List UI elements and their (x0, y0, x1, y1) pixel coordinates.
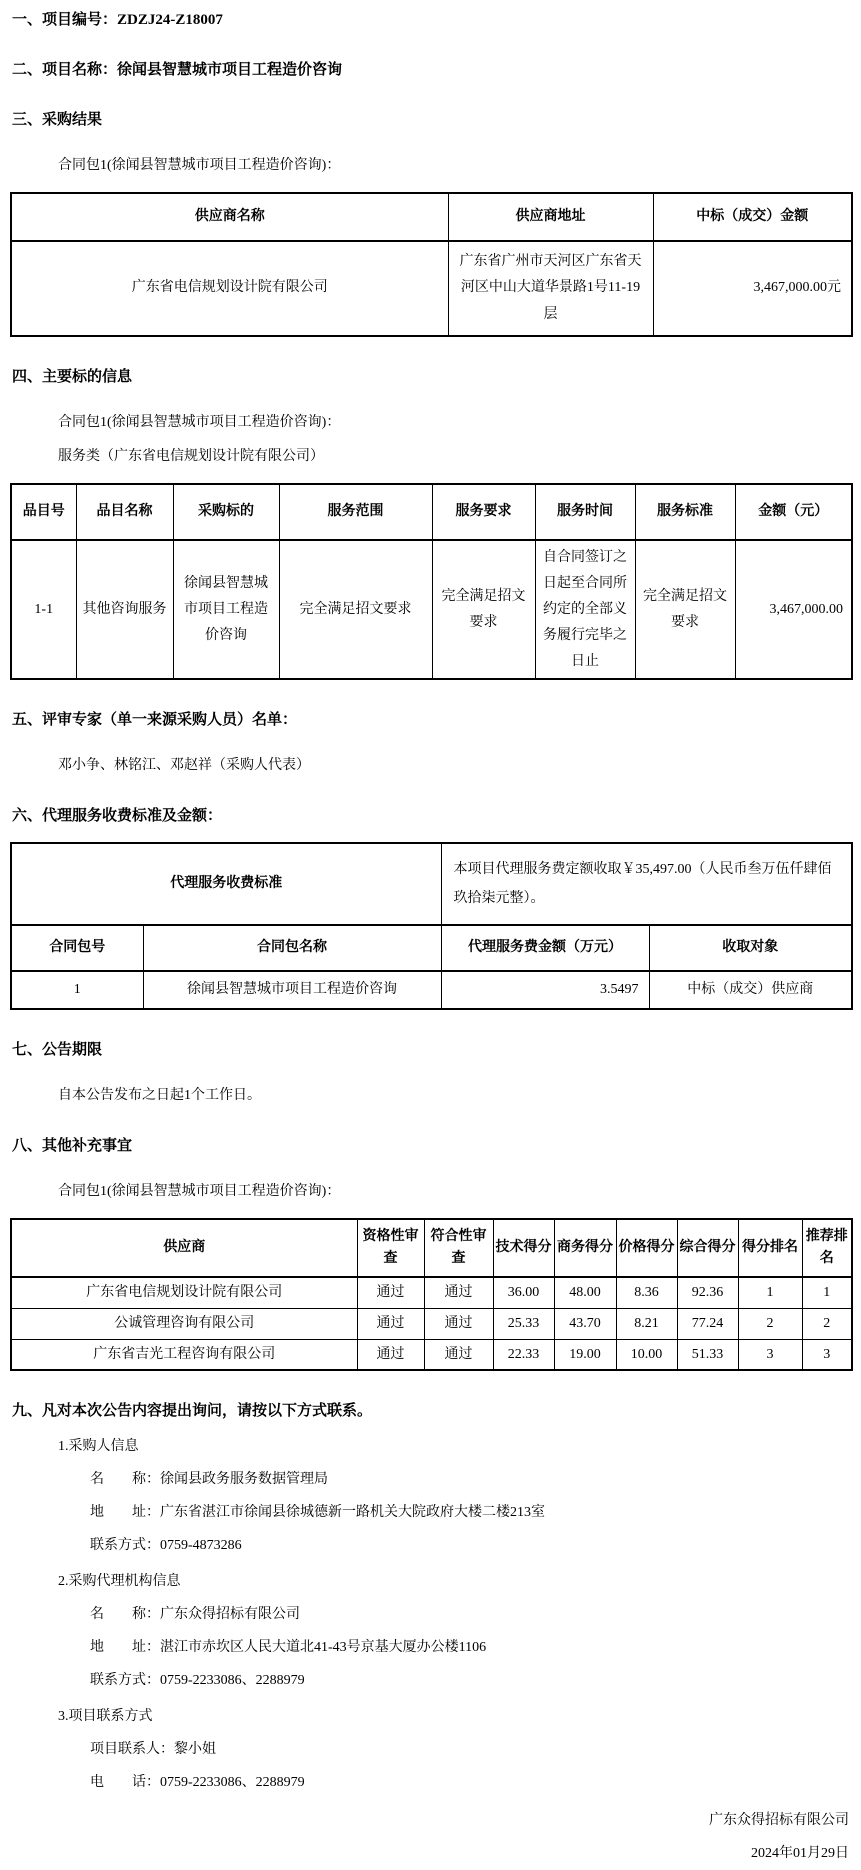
package-no-cell: 1 (11, 971, 143, 1009)
recommend-rank-cell: 1 (802, 1277, 852, 1308)
technical-score-cell: 22.33 (493, 1339, 554, 1370)
table-row (11, 1308, 852, 1339)
recommend-rank-cell: 3 (802, 1339, 852, 1370)
col-item-name: 品目名称 (76, 484, 173, 540)
purchaser-address: 地 址：广东省湛江市徐闻县徐城德新一路机关大院政府大楼二楼213室 (90, 1505, 545, 1521)
table-row (11, 241, 852, 336)
qualification-cell: 通过 (357, 1339, 424, 1370)
result-table-header-row (11, 193, 852, 241)
bidder-score-table (10, 1218, 853, 1371)
score-rank-cell: 3 (738, 1339, 802, 1370)
col-package-name: 合同包名称 (143, 925, 441, 971)
subject-items-table (10, 483, 853, 680)
total-score-cell: 51.33 (677, 1339, 738, 1370)
fee-payer-cell: 中标（成交）供应商 (649, 971, 852, 1009)
item-name-cell: 其他咨询服务 (76, 540, 173, 679)
col-fee-payer: 收取对象 (649, 925, 852, 971)
fee-table-header-row (11, 925, 852, 971)
col-service-requirement: 服务要求 (432, 484, 535, 540)
section-project-number-heading: 一、项目编号：ZDZJ24-Z18007 (12, 12, 223, 28)
score-package-label: 合同包1(徐闻县智慧城市项目工程造价咨询)： (58, 1184, 341, 1200)
col-supplier-address: 供应商地址 (448, 193, 653, 241)
agency-phone: 联系方式：0759-2233086、2288979 (90, 1673, 305, 1689)
agency-name: 名 称：广东众得招标有限公司 (90, 1607, 300, 1623)
agency-address: 地 址：湛江市赤坎区人民大道北41-43号京基大厦办公楼1106 (90, 1640, 487, 1656)
technical-score-cell: 25.33 (493, 1308, 554, 1339)
amount-cell: 3,467,000.00 (735, 540, 852, 679)
price-score-cell: 8.36 (616, 1277, 677, 1308)
supplier-address-cell: 广东省广州市天河区广东省天河区中山大道华景路1号11-19层 (448, 241, 653, 336)
col-price-score: 价格得分 (616, 1219, 677, 1277)
table-row (11, 540, 852, 679)
supplier-cell: 公诚管理咨询有限公司 (11, 1308, 357, 1339)
purchaser-phone: 联系方式：0759-4873286 (90, 1538, 242, 1554)
announcement-period-text: 自本公告发布之日起1个工作日。 (58, 1088, 261, 1104)
col-supplier: 供应商 (11, 1219, 357, 1277)
col-technical-score: 技术得分 (493, 1219, 554, 1277)
business-score-cell: 48.00 (554, 1277, 616, 1308)
footer-agency-signature: 广东众得招标有限公司 (709, 1813, 849, 1829)
standard-cell: 完全满足招文要求 (635, 540, 735, 679)
project-contact-phone: 电 话：0759-2233086、2288979 (90, 1775, 305, 1791)
subject-package-label: 合同包1(徐闻县智慧城市项目工程造价咨询)： (58, 415, 341, 430)
col-award-amount: 中标（成交）金额 (653, 193, 852, 241)
section-contact-heading: 九、凡对本次公告内容提出询问，请按以下方式联系。 (12, 1403, 373, 1420)
col-item-no: 品目号 (11, 484, 76, 540)
business-score-cell: 43.70 (554, 1308, 616, 1339)
col-service-standard: 服务标准 (635, 484, 735, 540)
section-experts-heading: 五、评审专家（单一来源采购人员）名单： (12, 712, 298, 729)
purchaser-info-title: 1.采购人信息 (58, 1439, 139, 1455)
supplier-cell: 广东省电信规划设计院有限公司 (11, 1277, 357, 1308)
fee-standard-row (11, 843, 852, 925)
score-rank-cell: 2 (738, 1308, 802, 1339)
table-row (11, 1339, 852, 1370)
col-fee-amount: 代理服务费金额（万元） (441, 925, 649, 971)
supplier-cell: 广东省吉光工程咨询有限公司 (11, 1339, 357, 1370)
table-row (11, 971, 852, 1009)
fee-standard-value-cell: 本项目代理服务费定额收取￥35,497.00（人民币叁万伍仟肆佰玖拾柒元整）。 (441, 843, 852, 925)
total-score-cell: 92.36 (677, 1277, 738, 1308)
col-business-score: 商务得分 (554, 1219, 616, 1277)
technical-score-cell: 36.00 (493, 1277, 554, 1308)
subject-category-label: 服务类（广东省电信规划设计院有限公司） (58, 449, 324, 464)
experts-list: 邓小争、林铭江、邓赵祥（采购人代表） (58, 758, 310, 774)
project-contact-title: 3.项目联系方式 (58, 1709, 153, 1725)
section-announcement-period-heading: 七、公告期限 (12, 1042, 103, 1059)
col-service-scope: 服务范围 (279, 484, 432, 540)
subject-cell: 徐闻县智慧城市项目工程造价咨询 (173, 540, 279, 679)
section-main-subject-heading: 四、主要标的信息 (12, 369, 133, 385)
scope-cell: 完全满足招文要求 (279, 540, 432, 679)
col-score-rank: 得分排名 (738, 1219, 802, 1277)
price-score-cell: 8.21 (616, 1308, 677, 1339)
section-other-matters-heading: 八、其他补充事宜 (12, 1138, 133, 1155)
price-score-cell: 10.00 (616, 1339, 677, 1370)
result-package-label: 合同包1(徐闻县智慧城市项目工程造价咨询)： (58, 158, 341, 173)
requirement-cell: 完全满足招文要求 (432, 540, 535, 679)
conformity-cell: 通过 (424, 1308, 493, 1339)
qualification-cell: 通过 (357, 1277, 424, 1308)
table-row (11, 1277, 852, 1308)
result-table (10, 192, 853, 337)
conformity-cell: 通过 (424, 1277, 493, 1308)
items-table-header-row (11, 484, 852, 540)
col-conformity-review: 符合性审查 (424, 1219, 493, 1277)
total-score-cell: 77.24 (677, 1308, 738, 1339)
agency-fee-table (10, 842, 853, 1010)
agency-info-title: 2.采购代理机构信息 (58, 1574, 181, 1590)
col-recommend-rank: 推荐排名 (802, 1219, 852, 1277)
col-qualification-review: 资格性审查 (357, 1219, 424, 1277)
item-no-cell: 1-1 (11, 540, 76, 679)
purchaser-name: 名 称：徐闻县政务服务数据管理局 (90, 1472, 328, 1488)
score-rank-cell: 1 (738, 1277, 802, 1308)
business-score-cell: 19.00 (554, 1339, 616, 1370)
recommend-rank-cell: 2 (802, 1308, 852, 1339)
award-amount-cell: 3,467,000.00元 (653, 241, 852, 336)
supplier-name-cell: 广东省电信规划设计院有限公司 (11, 241, 448, 336)
fee-standard-label-cell: 代理服务收费标准 (11, 843, 441, 925)
footer-date: 2024年01月29日 (751, 1846, 849, 1862)
col-procurement-subject: 采购标的 (173, 484, 279, 540)
col-total-score: 综合得分 (677, 1219, 738, 1277)
col-supplier-name: 供应商名称 (11, 193, 448, 241)
section-project-name-heading: 二、项目名称：徐闻县智慧城市项目工程造价咨询 (12, 62, 343, 78)
section-agency-fee-heading: 六、代理服务收费标准及金额： (12, 808, 223, 825)
fee-amount-cell: 3.5497 (441, 971, 649, 1009)
conformity-cell: 通过 (424, 1339, 493, 1370)
qualification-cell: 通过 (357, 1308, 424, 1339)
time-cell: 自合同签订之日起至合同所约定的全部义务履行完毕之日止 (535, 540, 635, 679)
section-procurement-result-heading: 三、采购结果 (12, 112, 103, 128)
col-service-time: 服务时间 (535, 484, 635, 540)
col-amount-yuan: 金额（元） (735, 484, 852, 540)
col-package-no: 合同包号 (11, 925, 143, 971)
project-contact-person: 项目联系人：黎小姐 (90, 1742, 216, 1758)
package-name-cell: 徐闻县智慧城市项目工程造价咨询 (143, 971, 441, 1009)
score-table-header-row (11, 1219, 852, 1277)
